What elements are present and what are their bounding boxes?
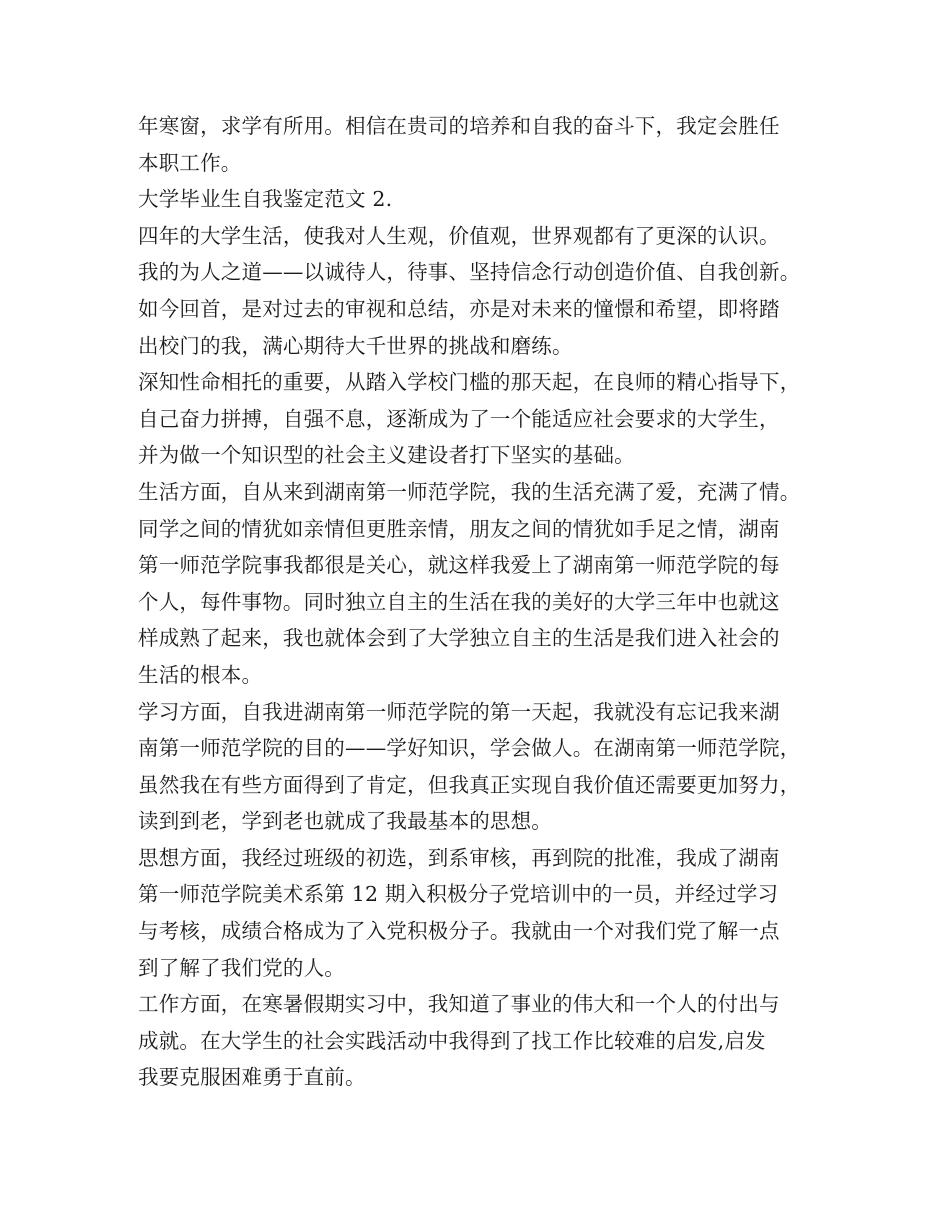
text-line: 成就。在大学生的社会实践活动中我得到了找工作比较难的启发,启发 bbox=[138, 1028, 766, 1053]
text-line: 读到到老，学到老也就成了我最基本的思想。 bbox=[138, 809, 552, 834]
text-line: 个人，每件事物。同时独立自主的生活在我的美好的大学三年中也就这 bbox=[138, 589, 780, 614]
text-line: 同学之间的情犹如亲情但更胜亲情，朋友之间的情犹如手足之情，湖南 bbox=[138, 516, 780, 541]
text-line: 并为做一个知识型的社会主义建设者打下坚实的基础。 bbox=[138, 443, 635, 468]
text-line: 到了解了我们党的人。 bbox=[138, 955, 345, 980]
text-line: 如今回首，是对过去的审视和总结，亦是对未来的憧憬和希望，即将踏 bbox=[138, 296, 780, 321]
text-line: 工作方面，在寒暑假期实习中，我知道了事业的伟大和一个人的付出与 bbox=[138, 992, 780, 1017]
text-line: 学习方面，自我进湖南第一师范学院的第一天起，我就没有忘记我来湖 bbox=[138, 699, 780, 724]
text-line: 虽然我在有些方面得到了肯定，但我真正实现自我价值还需要更加努力， bbox=[138, 772, 801, 797]
text-line: 思想方面，我经过班级的初选，到系审核，再到院的批准，我成了湖南 bbox=[138, 845, 780, 870]
section-heading: 大学毕业生自我鉴定范文 2. bbox=[138, 187, 393, 212]
text-line: 四年的大学生活，使我对人生观，价值观，世界观都有了更深的认识。 bbox=[138, 223, 780, 248]
text-line: 我要克服困难勇于直前。 bbox=[138, 1065, 366, 1090]
text-line: 本职工作。 bbox=[138, 150, 242, 175]
text-line: 生活方面，自从来到湖南第一师范学院，我的生活充满了爱，充满了情。 bbox=[138, 479, 801, 504]
text-line: 深知性命相托的重要，从踏入学校门槛的那天起，在良师的精心指导下， bbox=[138, 370, 801, 395]
text-line: 自己奋力拼搏，自强不息，逐渐成为了一个能适应社会要求的大学生， bbox=[138, 406, 780, 431]
body-text bbox=[138, 108, 828, 1096]
text-line: 南第一师范学院的目的——学好知识，学会做人。在湖南第一师范学院， bbox=[138, 736, 801, 761]
text-line: 第一师范学院事我都很是关心，就这样我爱上了湖南第一师范学院的每 bbox=[138, 553, 780, 578]
text-line: 样成熟了起来，我也就体会到了大学独立自主的生活是我们进入社会的 bbox=[138, 626, 780, 651]
text-line: 年寒窗，求学有所用。相信在贵司的培养和自我的奋斗下，我定会胜任 bbox=[138, 114, 780, 138]
text-line: 生活的根本。 bbox=[138, 662, 263, 687]
text-line: 第一师范学院美术系第 12 期入积极分子党培训中的一员，并经过学习 bbox=[138, 882, 779, 907]
text-line: 出校门的我，满心期待大千世界的挑战和磨练。 bbox=[138, 333, 573, 358]
text-line: 我的为人之道——以诚待人，待事、坚持信念行动创造价值、自我创新。 bbox=[138, 260, 801, 285]
text-line: 与考核，成绩合格成为了入党积极分子。我就由一个对我们党了解一点 bbox=[138, 919, 780, 944]
